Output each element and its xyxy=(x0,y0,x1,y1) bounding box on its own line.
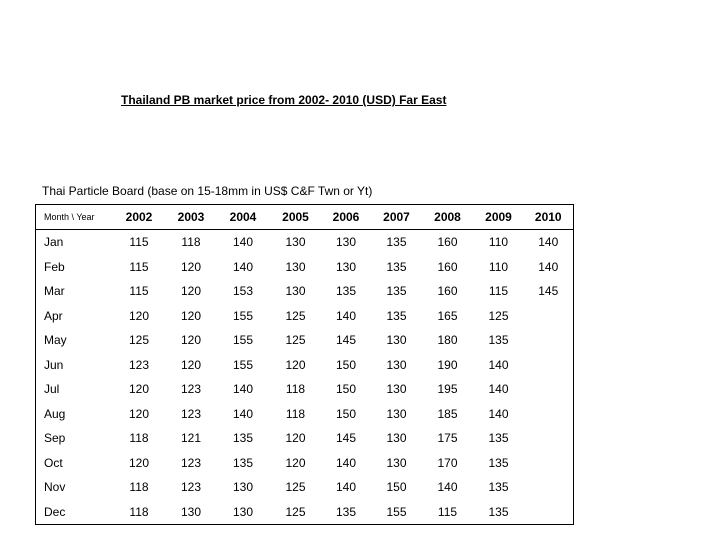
price-cell: 140 xyxy=(232,406,254,421)
table-row xyxy=(36,451,574,476)
price-cell: 123 xyxy=(180,480,202,495)
price-cell: 135 xyxy=(488,431,509,446)
price-cell: 120 xyxy=(180,284,202,299)
price-cell: 185 xyxy=(437,406,458,421)
price-cell xyxy=(524,328,574,353)
price-cell: 140 xyxy=(232,235,254,250)
price-cell: 123 xyxy=(128,357,150,372)
price-cell: 135 xyxy=(335,284,357,299)
month-cell: Mar xyxy=(36,279,112,304)
price-cell xyxy=(524,451,574,476)
price-cell: 140 xyxy=(232,382,254,397)
price-cell: 135 xyxy=(232,455,254,470)
price-cell: 121 xyxy=(180,431,202,446)
price-cell: 130 xyxy=(335,235,357,250)
year-header: 2010 xyxy=(524,205,574,230)
price-cell: 140 xyxy=(488,406,509,421)
price-cell xyxy=(524,304,574,329)
price-cell: 115 xyxy=(422,500,474,525)
price-cell: 145 xyxy=(335,431,357,446)
price-cell: 135 xyxy=(488,455,509,470)
price-cell: 140 xyxy=(335,480,357,495)
price-cell: 120 xyxy=(180,333,202,348)
price-cell: 135 xyxy=(321,500,372,525)
price-cell: 140 xyxy=(437,480,458,495)
price-cell: 135 xyxy=(474,500,524,525)
price-cell: 155 xyxy=(372,500,422,525)
table-header xyxy=(36,205,574,230)
year-header: 2003 xyxy=(167,205,216,230)
month-cell: Aug xyxy=(36,402,112,427)
price-cell: 118 xyxy=(129,480,149,495)
price-cell: 120 xyxy=(128,308,150,323)
price-cell: 130 xyxy=(216,500,271,525)
price-cell: 135 xyxy=(386,259,407,274)
price-cell: 145 xyxy=(524,279,574,304)
price-cell: 170 xyxy=(437,455,458,470)
price-cell: 155 xyxy=(232,357,254,372)
table-row xyxy=(36,230,574,255)
year-header: 2008 xyxy=(422,205,474,230)
month-cell: May xyxy=(36,328,112,353)
month-cell: Jun xyxy=(36,353,112,378)
price-cell: 140 xyxy=(335,308,357,323)
price-cell: 115 xyxy=(129,235,149,250)
price-cell: 150 xyxy=(335,382,357,397)
year-header: 2009 xyxy=(474,205,524,230)
table-row xyxy=(36,255,574,280)
price-cell: 115 xyxy=(129,284,149,299)
year-header: 2006 xyxy=(321,205,372,230)
price-cell: 160 xyxy=(437,235,458,250)
price-cell: 115 xyxy=(129,259,149,274)
year-header: 2004 xyxy=(216,205,271,230)
price-cell: 160 xyxy=(437,284,458,299)
price-cell: 130 xyxy=(386,431,407,446)
price-cell: 153 xyxy=(232,284,254,299)
price-cell: 130 xyxy=(386,333,407,348)
table-body xyxy=(36,230,574,525)
price-cell: 123 xyxy=(180,406,202,421)
price-cell: 140 xyxy=(524,255,574,280)
month-cell: Jan xyxy=(36,230,112,255)
price-table xyxy=(35,204,574,525)
month-year-header: Month \ Year xyxy=(36,205,112,230)
price-cell: 130 xyxy=(285,235,306,250)
table-row xyxy=(36,377,574,402)
price-cell: 140 xyxy=(232,259,254,274)
price-cell: 130 xyxy=(386,382,407,397)
price-cell: 150 xyxy=(335,357,357,372)
price-cell: 120 xyxy=(128,382,150,397)
price-cell: 135 xyxy=(386,235,407,250)
price-cell: 140 xyxy=(335,455,357,470)
table-row xyxy=(36,279,574,304)
price-cell: 118 xyxy=(285,382,306,397)
table-row xyxy=(36,500,574,525)
year-header: 2005 xyxy=(271,205,321,230)
price-cell: 118 xyxy=(112,500,167,525)
price-cell: 120 xyxy=(285,431,306,446)
price-cell: 155 xyxy=(232,308,254,323)
price-cell: 125 xyxy=(285,308,306,323)
price-cell: 118 xyxy=(129,431,149,446)
table-row xyxy=(36,353,574,378)
month-cell: Sep xyxy=(36,426,112,451)
price-cell: 135 xyxy=(488,333,509,348)
price-cell: 120 xyxy=(180,308,202,323)
price-cell: 175 xyxy=(437,431,458,446)
price-cell xyxy=(524,377,574,402)
price-cell: 180 xyxy=(437,333,458,348)
month-cell: Jul xyxy=(36,377,112,402)
price-cell: 125 xyxy=(271,500,321,525)
price-cell xyxy=(524,475,574,500)
table-row xyxy=(36,328,574,353)
table-row xyxy=(36,426,574,451)
year-header: 2002 xyxy=(112,205,167,230)
price-cell: 135 xyxy=(232,431,254,446)
price-cell: 125 xyxy=(488,308,509,323)
table-row xyxy=(36,475,574,500)
price-cell: 130 xyxy=(167,500,216,525)
price-cell: 155 xyxy=(232,333,254,348)
price-cell xyxy=(524,402,574,427)
price-cell: 110 xyxy=(488,235,509,250)
price-cell: 140 xyxy=(488,382,509,397)
table-row xyxy=(36,402,574,427)
price-cell: 135 xyxy=(386,284,407,299)
price-cell: 123 xyxy=(180,382,202,397)
price-cell: 125 xyxy=(285,333,306,348)
month-cell: Apr xyxy=(36,304,112,329)
table-caption: Thai Particle Board (base on 15-18mm in US$ C&F Twn or Yt) xyxy=(42,184,373,198)
price-cell: 140 xyxy=(488,357,509,372)
price-cell: 115 xyxy=(488,284,509,299)
price-cell: 160 xyxy=(437,259,458,274)
price-cell: 120 xyxy=(128,406,150,421)
price-cell: 190 xyxy=(437,357,458,372)
price-cell: 150 xyxy=(386,480,407,495)
year-header: 2007 xyxy=(372,205,422,230)
month-cell: Feb xyxy=(36,255,112,280)
price-cell: 165 xyxy=(437,308,458,323)
price-cell: 120 xyxy=(285,455,306,470)
price-cell: 120 xyxy=(285,357,306,372)
price-cell: 125 xyxy=(128,333,150,348)
price-cell: 195 xyxy=(437,382,458,397)
price-cell: 120 xyxy=(180,259,202,274)
price-cell xyxy=(524,500,574,525)
price-cell: 120 xyxy=(180,357,202,372)
price-cell: 135 xyxy=(386,308,407,323)
price-cell: 123 xyxy=(180,455,202,470)
price-cell: 140 xyxy=(524,230,574,255)
price-cell: 118 xyxy=(181,235,201,250)
table-row xyxy=(36,304,574,329)
price-cell: 135 xyxy=(488,480,509,495)
price-cell: 125 xyxy=(285,480,306,495)
price-cell: 145 xyxy=(335,333,357,348)
month-cell: Oct xyxy=(36,451,112,476)
price-cell: 120 xyxy=(128,455,150,470)
price-cell: 130 xyxy=(232,480,254,495)
price-cell: 130 xyxy=(285,259,306,274)
price-cell: 110 xyxy=(488,259,509,274)
header-row xyxy=(36,205,574,230)
price-cell: 130 xyxy=(285,284,306,299)
month-cell: Nov xyxy=(36,475,112,500)
price-cell: 130 xyxy=(335,259,357,274)
price-cell xyxy=(524,426,574,451)
price-cell: 150 xyxy=(335,406,357,421)
page-title: Thailand PB market price from 2002- 2010 (USD) Far East xyxy=(121,93,447,107)
month-cell: Dec xyxy=(36,500,112,525)
price-cell: 130 xyxy=(386,455,407,470)
price-cell xyxy=(524,353,574,378)
price-cell: 130 xyxy=(386,357,407,372)
price-cell: 130 xyxy=(386,406,407,421)
price-cell: 118 xyxy=(285,406,306,421)
